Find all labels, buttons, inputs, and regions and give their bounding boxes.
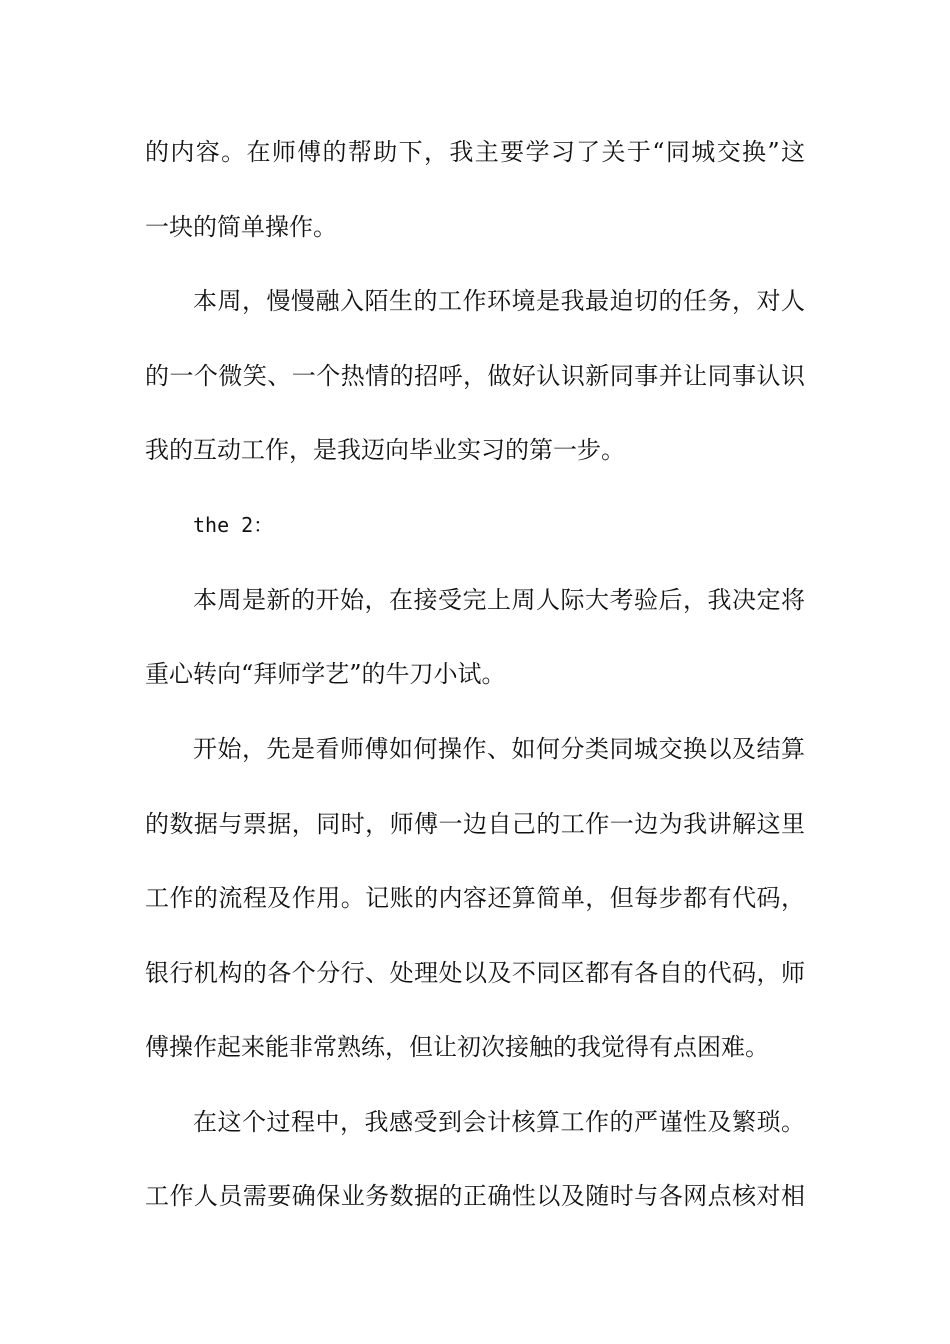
text-line: 本周是新的开始，在接受完上周人际大考验后，我决定将 (193, 586, 805, 614)
text-line: 我的互动工作，是我迈向毕业实习的第一步。 (145, 436, 625, 464)
text-line: 一块的简单操作。 (145, 213, 337, 241)
text-line: 工作的流程及作用。记账的内容还算简单，但每步都有代码， (145, 884, 805, 912)
section-heading: the 2： (193, 513, 274, 537)
text-line: 的数据与票据，同时，师傅一边自己的工作一边为我讲解这里 (145, 810, 805, 838)
text-line: 本周，慢慢融入陌生的工作环境是我最迫切的任务，对人 (193, 287, 805, 315)
text-line: 在这个过程中，我感受到会计核算工作的严谨性及繁琐。 (193, 1108, 805, 1136)
text-line: 银行机构的各个分行、处理处以及不同区都有各自的代码，师 (145, 959, 805, 987)
text-line: 工作人员需要确保业务数据的正确性以及随时与各网点核对相 (145, 1182, 805, 1210)
text-line: 开始，先是看师傅如何操作、如何分类同城交换以及结算 (193, 735, 805, 763)
text-line: 傅操作起来能非常熟练，但让初次接触的我觉得有点困难。 (145, 1033, 769, 1061)
text-line: 的内容。在师傅的帮助下，我主要学习了关于“同城交换”这 (145, 138, 805, 166)
text-line: 的一个微笑、一个热情的招呼，做好认识新同事并让同事认识 (145, 362, 805, 390)
text-line: 重心转向“拜师学艺”的牛刀小试。 (145, 660, 506, 688)
